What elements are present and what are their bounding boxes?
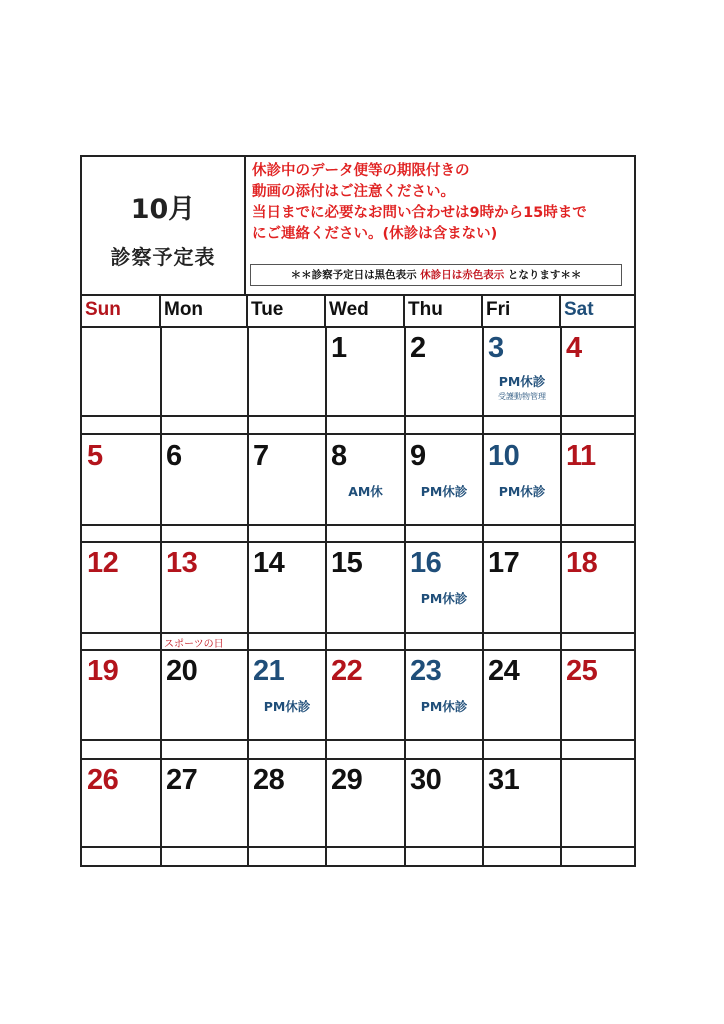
- weekday-thu: Thu: [405, 294, 483, 328]
- grid-row-line: [82, 846, 634, 848]
- grid-row-line: [82, 632, 634, 634]
- day-number: 19: [87, 655, 119, 687]
- day-number: 5: [87, 440, 103, 472]
- grid-column-line: [160, 328, 162, 865]
- day-number: 13: [166, 547, 198, 579]
- day-number: 18: [566, 547, 598, 579]
- schedule-note: PM休診: [420, 484, 468, 499]
- day-number: 21: [253, 655, 285, 687]
- legend-tail-text: となります＊＊: [507, 269, 582, 281]
- notice-line: 動画の添付はご注意ください。: [252, 184, 455, 200]
- day-number: 7: [253, 440, 269, 472]
- calendar-header: [82, 157, 634, 296]
- day-number: 12: [87, 547, 119, 579]
- day-number: 2: [410, 332, 426, 364]
- grid-column-line: [325, 328, 327, 865]
- notice-line: 休診中のデータ便等の期限付きの: [252, 163, 470, 179]
- title-box: [82, 157, 246, 294]
- weekday-mon: Mon: [161, 294, 248, 328]
- weekday-wed: Wed: [326, 294, 405, 328]
- grid-row-line: [82, 524, 634, 526]
- grid-week-line: [82, 758, 634, 760]
- notice-line: 当日までに必要なお問い合わせは9時から15時まで: [252, 205, 587, 221]
- weekday-tue: Tue: [248, 294, 326, 328]
- day-number: 25: [566, 655, 598, 687]
- day-number: 26: [87, 764, 119, 796]
- day-number: 20: [166, 655, 198, 687]
- grid-row-line: [82, 739, 634, 741]
- notice-line: にご連絡ください。(休診は含まない): [252, 226, 498, 242]
- day-number: 16: [410, 547, 442, 579]
- notice: [252, 161, 632, 245]
- day-number: 22: [331, 655, 363, 687]
- grid-row-line: [82, 415, 634, 417]
- day-number: 1: [331, 332, 347, 364]
- weekday-sun: Sun: [82, 294, 161, 328]
- legend-closed-text: 休診日は赤色表示: [420, 269, 505, 281]
- day-number: 17: [488, 547, 520, 579]
- grid-column-line: [560, 328, 562, 865]
- weekday-sat: Sat: [561, 294, 634, 328]
- day-number: 31: [488, 764, 520, 796]
- legend-open-text: ＊＊診察予定日は黒色表示: [290, 269, 417, 281]
- day-number: 10: [488, 440, 520, 472]
- weekday-fri: Fri: [483, 294, 561, 328]
- day-number: 11: [566, 440, 596, 472]
- schedule-note: PM休診: [420, 591, 468, 606]
- day-number: 15: [331, 547, 363, 579]
- day-number: 14: [253, 547, 285, 579]
- holiday-label: スポーツの日: [164, 639, 224, 650]
- grid-week-line: [82, 433, 634, 435]
- schedule-note: PM休診: [263, 699, 311, 714]
- grid-column-line: [247, 328, 249, 865]
- day-number: 3: [488, 332, 504, 364]
- day-number: 23: [410, 655, 442, 687]
- schedule-note: PM休診: [498, 484, 546, 499]
- schedule-subtitle: 診察予定表: [110, 245, 216, 269]
- calendar: [80, 155, 636, 867]
- day-number: 9: [410, 440, 426, 472]
- day-number: 30: [410, 764, 442, 796]
- day-number: 28: [253, 764, 285, 796]
- color-legend: [250, 264, 622, 286]
- schedule-subnote: 受護動物管理: [498, 392, 546, 401]
- day-number: 24: [488, 655, 520, 687]
- day-number: 6: [166, 440, 182, 472]
- day-number: 8: [331, 440, 347, 472]
- schedule-note: PM休診: [420, 699, 468, 714]
- grid-week-line: [82, 541, 634, 543]
- day-number: 27: [166, 764, 198, 796]
- schedule-note: AM休: [348, 484, 383, 499]
- month-title: 10月: [130, 194, 196, 225]
- day-number: 29: [331, 764, 363, 796]
- day-number: 4: [566, 332, 582, 364]
- schedule-note: PM休診: [498, 374, 546, 389]
